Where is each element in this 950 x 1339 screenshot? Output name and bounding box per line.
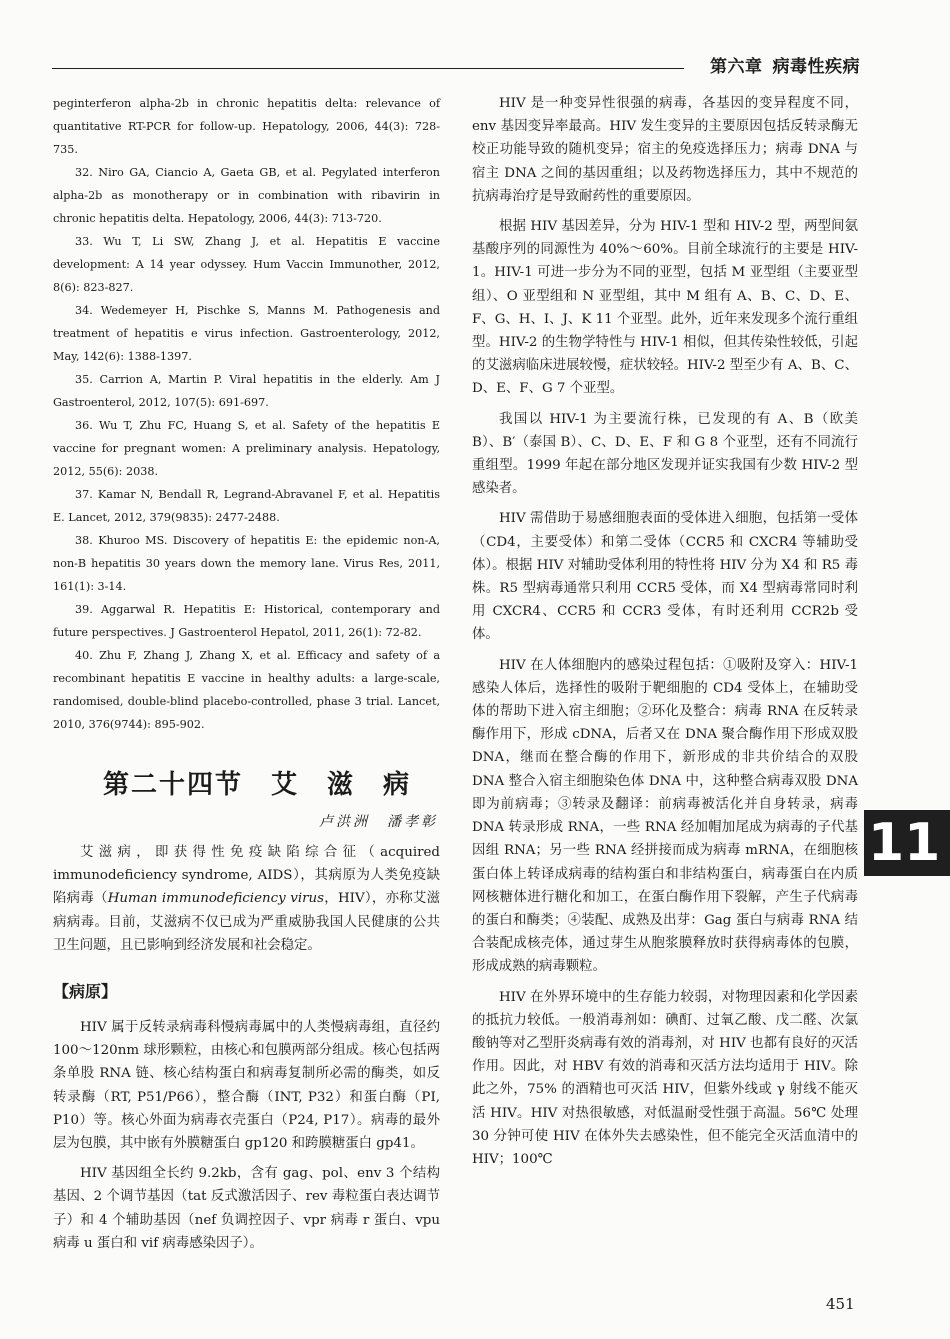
chapter-tab-marker: 11 xyxy=(864,810,950,876)
reference-item: 35. Carrion A, Martin P. Viral hepatitis in the elderly. Am J Gastroenterol, 2012, 107(5): 691-697. xyxy=(53,373,440,409)
intro-paragraph: 艾滋病，即获得性免疫缺陷综合征（acquired immunodeficiency syndrome, AIDS），其病原为人类免疫缺陷病毒（Human immunodeficiency virus，HIV），亦称艾滋病病毒。目前，艾滋病不仅已成为严重威胁我国人民健康的公共卫生问题，且已影响到经济发展和社会稳定。 xyxy=(53,845,441,953)
reference-item: 37. Kamar N, Bendall R, Legrand-Abravanel F, et al. Hepatitis E. Lancet, 2012, 379(9835): 2477-2488. xyxy=(53,488,440,524)
section-title: 第二十四节 艾 滋 病 xyxy=(103,770,412,800)
left-column xyxy=(53,92,440,1262)
reference-item: 40. Zhu F, Zhang J, Zhang X, et al. Efficacy and safety of a recombinant hepatitis E vaccine in healthy adults: a large-scale, randomised, double-blind placebo-controlled, phase 3 trial. Lancet, 2010, 376(9744): 895-902. xyxy=(53,649,440,731)
chapter-title: 病毒性疾病 xyxy=(772,57,860,77)
header-rule xyxy=(52,68,684,69)
body-paragraph: HIV 基因组全长约 9.2kb，含有 gag、pol、env 3 个结构基因、2 个调节基因（tat 反式激活因子、rev 毒粒蛋白表达调节子）和 4 个辅助基因（nef 负调控因子、vpr 病毒 r 蛋白、vpu 病毒 u 蛋白和 vif 病毒感染因子）。 xyxy=(53,1166,440,1251)
reference-item: 33. Wu T, Li SW, Zhang J, et al. Hepatitis E vaccine development: A 14 year odyssey. Hum Vaccin Immunother, 2012, 8(6): 823-827. xyxy=(53,235,440,294)
body-paragraph: HIV 是一种变异性很强的病毒，各基因的变异程度不同，env 基因变异率最高。HIV 发生变异的主要原因包括反转录酶无校正功能导致的随机变异；宿主的免疫选择压力；病毒 DNA 与宿主 DNA 之间的基因重组；以及药物选择压力，其中不规范的抗病毒治疗是导致耐药性的重要原因。 xyxy=(472,96,858,204)
subheading-etiology: 【病原】 xyxy=(53,982,118,1002)
page-number: 451 xyxy=(826,1295,855,1313)
authors: 卢洪洲 潘孝彰 xyxy=(319,814,438,830)
body-paragraph: HIV 在外界环境中的生存能力较弱，对物理因素和化学因素的抵抗力较低。一般消毒剂如：碘酊、过氧乙酸、戊二醛、次氯酸钠等对乙型肝炎病毒有效的消毒剂，对 HIV 也都有良好的灭活作用。因此，对 HBV 有效的消毒和灭活方法均适用于 HIV。除此之外，75% 的酒精也可灭活 HIV，但紫外线或 γ 射线不能灭活 HIV。HIV 对热很敏感，对低温耐受性强于高温。56℃ 处理 30 分钟可使 HIV 在体外失去感染性，但不能完全灭活血清中的 HIV；100℃ xyxy=(472,989,858,1167)
reference-item: 32. Niro GA, Ciancio A, Gaeta GB, et al. Pegylated interferon alpha-2b as monotherapy or in combination with ribavirin in chronic hepatitis delta. Hepatology, 2006, 44(3): 713-720. xyxy=(53,166,440,225)
body-paragraph: 我国以 HIV-1 为主要流行株，已发现的有 A、B（欧美 B）、B′（泰国 B）、C、D、E、F 和 G 8 个亚型，还有不同流行重组型。1999 年起在部分地区发现并证实我国有少数 HIV-2 型感染者。 xyxy=(472,411,858,497)
body-paragraph: 根据 HIV 基因差异，分为 HIV-1 型和 HIV-2 型，两型间氨基酸序列的同源性为 40%～60%。目前全球流行的主要是 HIV-1。HIV-1 可进一步分为不同的亚型，包括 M 亚型组（主要亚型组）、O 亚型组和 N 亚型组，其中 M 组有 A、B、C、D、E、F、G、H、I、J、K 11 个亚型。此外，近年来发现多个流行重组型。HIV-2 的生物学特性与 HIV-1 相似，但其传染性较低，引起的艾滋病临床进展较慢，症状较轻。HIV-2 型至少有 A、B、C、D、E、F、G 7 个亚型。 xyxy=(472,219,858,397)
reference-item: 36. Wu T, Zhu FC, Huang S, et al. Safety of the hepatitis E vaccine for pregnant women: A preliminary analysis. Hepatology, 2012, 55(6): 2038. xyxy=(53,419,440,478)
body-paragraph: HIV 需借助于易感细胞表面的受体进入细胞，包括第一受体（CD4，主要受体）和第二受体（CCR5 和 CXCR4 等辅助受体）。根据 HIV 对辅助受体利用的特性将 HIV 分为 X4 和 R5 毒株。R5 型病毒通常只利用 CCR5 受体，而 X4 型病毒常同时利用 CXCR4、CCR5 和 CCR3 受体，有时还利用 CCR2b 受体。 xyxy=(472,511,858,643)
reference-item: peginterferon alpha-2b in chronic hepatitis delta: relevance of quantitative RT-PCR for follow-up. Hepatology, 2006, 44(3): 728-735. xyxy=(53,97,440,156)
reference-item: 38. Khuroo MS. Discovery of hepatitis E: the epidemic non-A, non-B hepatitis 30 years down the memory lane. Virus Res, 2011, 161(1): 3-14. xyxy=(53,534,440,593)
body-paragraph: HIV 属于反转录病毒科慢病毒属中的人类慢病毒组，直径约 100～120nm 球形颗粒，由核心和包膜两部分组成。核心包括两条单股 RNA 链、核心结构蛋白和病毒复制所必需的酶类，如反转录酶（RT, P51/P66），整合酶（INT, P32）和蛋白酶（PI, P10）等。核心外面为病毒衣壳蛋白（P24, P17）。病毒的最外层为包膜，其中嵌有外膜糖蛋白 gp120 和跨膜糖蛋白 gp41。 xyxy=(53,1020,440,1152)
reference-item: 39. Aggarwal R. Hepatitis E: Historical, contemporary and future perspectives. J Gastroenterol Hepatol, 2011, 26(1): 72-82. xyxy=(53,603,440,639)
running-header xyxy=(710,52,860,77)
right-column xyxy=(472,92,858,1178)
virus-latin-name: Human immunodeficiency virus xyxy=(107,891,324,907)
reference-item: 34. Wedemeyer H, Pischke S, Manns M. Pathogenesis and treatment of hepatitis e virus infection. Gastroenterology, 2012, May, 142(6): 1388-1397. xyxy=(53,304,440,363)
body-paragraph: HIV 在人体细胞内的感染过程包括：①吸附及穿入：HIV-1 感染人体后，选择性的吸附于靶细胞的 CD4 受体上，在辅助受体的帮助下进入宿主细胞；②环化及整合：病毒 RNA 在反转录酶作用下，形成 cDNA，后者又在 DNA 聚合酶作用下形成双股 DNA，继而在整合酶的作用下，新形成的非共价结合的双股 DNA 整合入宿主细胞染色体 DNA 中，这种整合病毒双股 DNA 即为前病毒；③转录及翻译：前病毒被活化并自身转录，病毒 DNA 转录形成 RNA，一些 RNA 经加帽加尾成为病毒的子代基因组 RNA；另一些 RNA 经拼接而成为病毒 mRNA，在细胞核蛋白体上转译成病毒的结构蛋白和非结构蛋白，病毒蛋白在内质网核糖体进行糖化和加工，在蛋白酶作用下裂解，产生子代病毒的蛋白和酶类；④装配、成熟及出芽：Gag 蛋白与病毒 RNA 结合装配成核壳体，通过芽生从胞浆膜释放时获得病毒体的包膜，形成成熟的病毒颗粒。 xyxy=(472,657,858,975)
chapter-number: 第六章 xyxy=(710,57,763,77)
